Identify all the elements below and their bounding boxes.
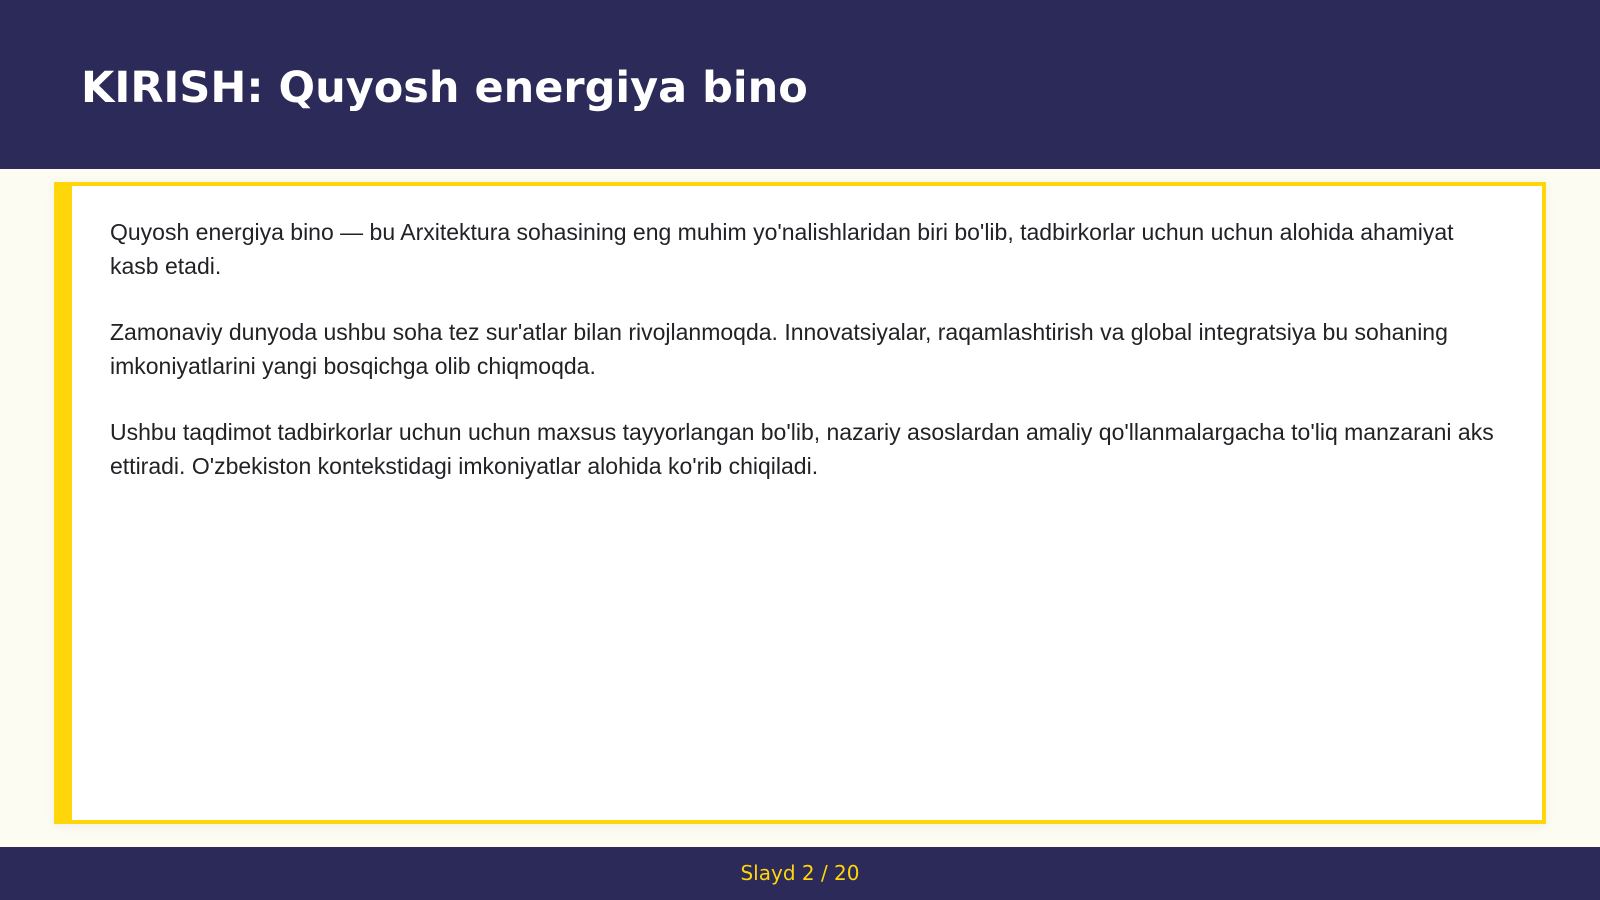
slide-footer [0,847,1600,900]
slide-counter: Slayd 2 / 20 [740,861,860,885]
content-paragraph: Zamonaviy dunyoda ushbu soha tez sur'atlar bilan rivojlanmoqda. Innovatsiyalar, raqamlashtirish va global integratsiya bu sohaning imkoniyatlarini yangi bosqichga olib chiqmoqda. [110,319,1448,379]
content-body [110,215,1506,515]
content-card [54,182,1546,824]
slide-title: KIRISH: Quyosh energiya bino [81,63,808,113]
slide-header [0,0,1600,169]
content-paragraph: Ushbu taqdimot tadbirkorlar uchun uchun maxsus tayyorlangan bo'lib, nazariy asoslardan amaliy qo'llanmalargacha to'liq manzarani aks ettiradi. O'zbekiston kontekstidagi imkoniyatlar alohida ko'rib chiqiladi. [110,419,1494,479]
content-paragraph: Quyosh energiya bino — bu Arxitektura sohasining eng muhim yo'nalishlaridan biri bo'lib, tadbirkorlar uchun uchun alohida ahamiyat kasb etadi. [110,219,1454,279]
